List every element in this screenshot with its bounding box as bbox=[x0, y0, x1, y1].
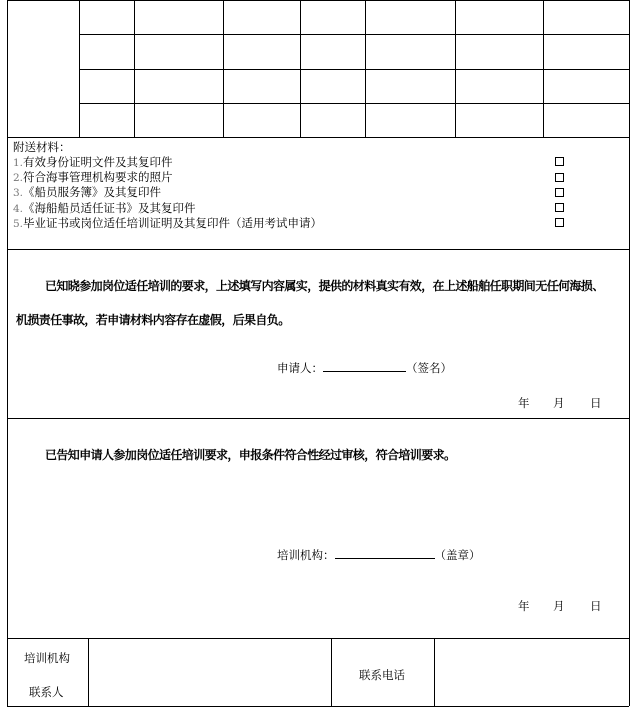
form-border-left bbox=[7, 0, 8, 706]
applicant-signature-line[interactable] bbox=[323, 360, 406, 372]
attachment-number: 5. bbox=[13, 218, 24, 230]
table-column-divider bbox=[223, 0, 224, 137]
institution-stamp-line[interactable] bbox=[335, 547, 435, 559]
attachment-text: 《船员服务簿》及其复印件 bbox=[23, 185, 162, 199]
attachment-number: 3. bbox=[13, 187, 24, 199]
attachment-item bbox=[13, 170, 173, 186]
date-month-label: 月 bbox=[553, 599, 565, 613]
section-divider bbox=[7, 638, 629, 639]
institution-stamp-field bbox=[277, 547, 481, 563]
attachment-item bbox=[13, 155, 173, 171]
attachment-number: 1. bbox=[13, 157, 24, 169]
date-day-label: 日 bbox=[590, 396, 602, 410]
table-border-bottom bbox=[7, 137, 629, 138]
signature-note: （签名） bbox=[406, 361, 452, 375]
date-day-label: 日 bbox=[590, 599, 602, 613]
attachment-text: 《海船船员适任证书》及其复印件 bbox=[23, 201, 196, 215]
contact-phone-label: 联系电话 bbox=[359, 668, 405, 682]
attachment-item bbox=[13, 185, 161, 201]
attachment-checkbox-5[interactable] bbox=[555, 218, 564, 227]
table-border-top bbox=[7, 0, 629, 1]
confirmation-text: 已告知申请人参加岗位适任培训要求，申报条件符合性经过审核，符合培训要求。 bbox=[45, 448, 456, 462]
contact-person-label-line2: 联系人 bbox=[29, 685, 64, 699]
table-column-divider bbox=[79, 0, 80, 137]
attachment-text: 毕业证书或岗位适任培训证明及其复印件（适用考试申请） bbox=[23, 216, 323, 230]
table-row-divider bbox=[79, 103, 629, 104]
declaration-text-line1: 已知晓参加岗位适任培训的要求，上述填写内容属实，提供的材料真实有效，在上述船舶任职期间无任何海损、 bbox=[45, 279, 604, 293]
table-column-divider bbox=[331, 638, 332, 706]
table-column-divider bbox=[300, 0, 301, 137]
table-column-divider bbox=[134, 0, 135, 137]
date-month-label: 月 bbox=[553, 396, 565, 410]
table-row-divider bbox=[79, 69, 629, 70]
applicant-signature-field bbox=[277, 360, 452, 376]
attachment-text: 符合海事管理机构要求的照片 bbox=[23, 170, 173, 184]
table-row-divider bbox=[79, 34, 629, 35]
institution-label: 培训机构： bbox=[277, 548, 335, 562]
attachment-number: 2. bbox=[13, 172, 24, 184]
attachment-checkbox-4[interactable] bbox=[555, 203, 564, 212]
section-divider bbox=[7, 249, 629, 250]
contact-phone-input[interactable] bbox=[436, 640, 628, 705]
table-column-divider bbox=[434, 638, 435, 706]
table-column-divider bbox=[543, 0, 544, 137]
form-border-right bbox=[629, 0, 630, 706]
attachment-text: 有效身份证明文件及其复印件 bbox=[23, 155, 173, 169]
attachment-item bbox=[13, 216, 322, 232]
date-year-label: 年 bbox=[518, 396, 530, 410]
attachments-heading: 附送材料： bbox=[13, 140, 71, 154]
attachment-checkbox-1[interactable] bbox=[555, 157, 564, 166]
table-column-divider bbox=[88, 638, 89, 706]
applicant-label: 申请人： bbox=[277, 361, 323, 375]
attachment-checkbox-2[interactable] bbox=[555, 173, 564, 182]
attachment-item bbox=[13, 201, 196, 217]
form-border-bottom bbox=[7, 706, 629, 707]
contact-person-label-line1: 培训机构 bbox=[24, 651, 70, 665]
contact-person-input[interactable] bbox=[90, 640, 330, 705]
section-divider bbox=[7, 418, 629, 419]
attachment-checkbox-3[interactable] bbox=[555, 188, 564, 197]
table-column-divider bbox=[365, 0, 366, 137]
declaration-text-line2: 机损责任事故，若申请材料内容存在虚假，后果自负。 bbox=[16, 313, 290, 327]
stamp-note: （盖章） bbox=[434, 548, 481, 562]
date-year-label: 年 bbox=[518, 599, 530, 613]
attachment-number: 4. bbox=[13, 203, 24, 215]
table-column-divider bbox=[455, 0, 456, 137]
